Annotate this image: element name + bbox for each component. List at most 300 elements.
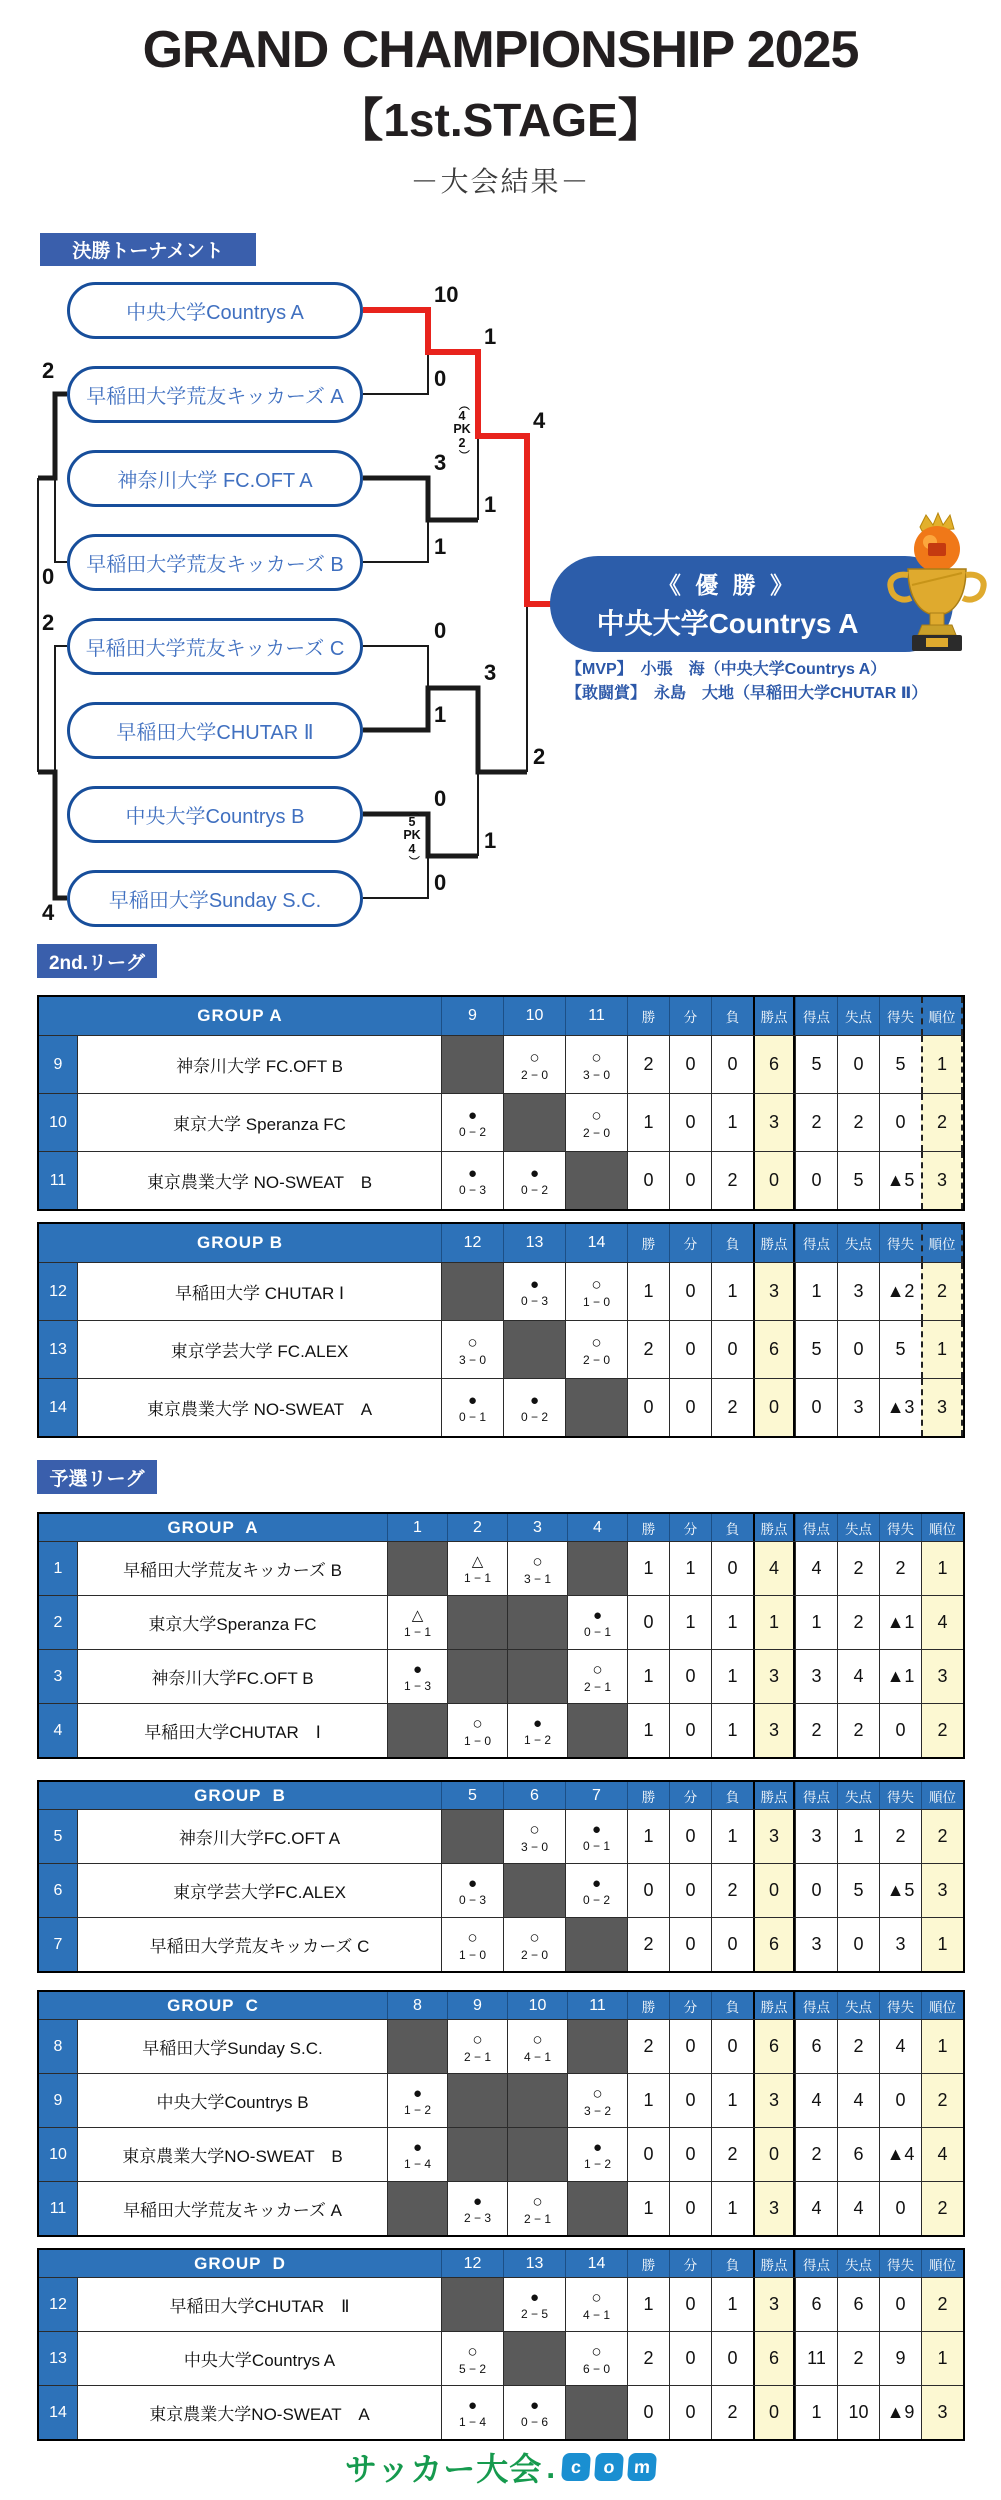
pk-annotation-quarterfinal: [400, 806, 424, 866]
rank-value: 2: [921, 1094, 963, 1151]
team-number: 8: [39, 2020, 77, 2073]
stat-value: 1: [627, 1542, 669, 1595]
match-result-cell: [441, 1094, 503, 1151]
stat-column-header: 失点: [837, 2250, 879, 2277]
stat-value: 0: [879, 1704, 921, 1757]
stat-column-header: 負: [711, 1514, 753, 1541]
qf-score: 0: [434, 618, 447, 643]
stat-value: 6: [753, 1321, 795, 1378]
match-score: 0 − 1: [583, 1624, 612, 1639]
rank-value: 1: [921, 1321, 963, 1378]
result-symbol: ●: [467, 1874, 478, 1892]
pk-paren: ）: [406, 855, 419, 867]
result-symbol: ○: [532, 2029, 543, 2049]
match-result-cell: [441, 1152, 503, 1209]
match-result-cell: [447, 1704, 507, 1757]
stat-value: 0: [711, 1321, 753, 1378]
match-column-header: 5: [441, 1782, 503, 1809]
stat-value: 2: [627, 1321, 669, 1378]
site-logo-letter-c: c: [561, 2453, 591, 2481]
stat-column-header: 得点: [795, 1782, 837, 1809]
result-symbol: ○: [529, 1047, 540, 1067]
match-score: 2 − 0: [582, 1352, 611, 1367]
table-header-row: [39, 1514, 963, 1541]
stat-column-header: 得点: [795, 1224, 837, 1262]
match-score: 3 − 0: [520, 1839, 549, 1854]
stat-column-header: 失点: [837, 1782, 879, 1809]
match-empty-cell: [447, 1596, 507, 1649]
stat-value: 2: [627, 2020, 669, 2073]
table-row: [39, 2277, 963, 2331]
team-number: 1: [39, 1542, 77, 1595]
result-symbol: ●: [412, 2084, 423, 2102]
pk-bottom-score: 2: [458, 435, 466, 450]
match-empty-cell: [441, 1263, 503, 1320]
match-result-cell: [441, 1379, 503, 1436]
result-symbol: ○: [592, 1659, 603, 1679]
match-result-cell: [507, 2020, 567, 2073]
stat-value: 2: [837, 1094, 879, 1151]
stat-value: 5: [837, 1152, 879, 1209]
result-symbol: ●: [467, 1106, 478, 1124]
table-row: [39, 1378, 963, 1436]
pk-label: PK: [453, 422, 471, 437]
stat-column-header: 失点: [837, 1514, 879, 1541]
result-symbol: ○: [532, 1551, 543, 1571]
match-empty-cell: [387, 1704, 447, 1757]
match-result-cell: [565, 1036, 627, 1093]
stat-column-header: 分: [669, 1992, 711, 2019]
match-result-cell: [441, 1864, 503, 1917]
match-result-cell: [503, 1152, 565, 1209]
result-symbol: ●: [592, 1606, 603, 1624]
match-score: 0 − 6: [520, 2414, 549, 2429]
match-score: 2 − 0: [582, 1125, 611, 1140]
trophy-icon: [878, 505, 996, 657]
stat-value: 3: [753, 2074, 795, 2127]
result-symbol: ●: [529, 1391, 540, 1409]
match-result-cell: [503, 1810, 565, 1863]
stat-column-header: 勝点: [753, 1782, 795, 1809]
stat-value: 0: [669, 1152, 711, 1209]
qf-score: 0: [434, 366, 447, 391]
match-score: 1 − 0: [458, 1947, 487, 1962]
sf-score: 1: [484, 324, 497, 349]
match-result-cell: [447, 1542, 507, 1595]
stat-column-header: 順位: [921, 1992, 963, 2019]
stat-value: 1: [711, 2074, 753, 2127]
stat-value: 2: [837, 1704, 879, 1757]
consolation-score: 0: [42, 564, 55, 589]
match-column-header: 12: [441, 1224, 503, 1262]
match-score: 2 − 5: [520, 2306, 549, 2321]
stat-value: 0: [669, 2278, 711, 2331]
stat-value: 1: [711, 1810, 753, 1863]
stat-value: 0: [711, 1918, 753, 1971]
result-symbol: ●: [532, 1714, 543, 1732]
team-name: 早稲田大学 CHUTAR Ⅰ: [77, 1263, 441, 1320]
stat-value: 5: [879, 1321, 921, 1378]
stat-value: ▲2: [879, 1263, 921, 1320]
table-row: [39, 1093, 963, 1151]
match-score: 2 − 0: [520, 1067, 549, 1082]
stat-value: 1: [711, 1596, 753, 1649]
match-result-cell: [565, 1321, 627, 1378]
stat-column-header: 勝: [627, 1782, 669, 1809]
match-result-cell: [565, 2278, 627, 2331]
stat-column-header: 勝点: [753, 1224, 795, 1262]
team-number: 7: [39, 1918, 77, 1971]
stat-value: 2: [711, 1864, 753, 1917]
result-symbol: ○: [591, 2287, 602, 2307]
match-score: 2 − 0: [520, 1947, 549, 1962]
sf-score: 1: [484, 492, 497, 517]
stat-value: 2: [795, 1704, 837, 1757]
match-empty-cell: [565, 1918, 627, 1971]
match-column-header: 7: [565, 1782, 627, 1809]
qualifying-group-c-table: [37, 1990, 965, 2237]
stat-value: 0: [711, 1542, 753, 1595]
stat-column-header: 得点: [795, 1514, 837, 1541]
match-empty-cell: [503, 1864, 565, 1917]
stat-value: 9: [879, 2332, 921, 2385]
stat-value: 3: [795, 1810, 837, 1863]
stat-column-header: 分: [669, 2250, 711, 2277]
stat-value: 2: [879, 1542, 921, 1595]
match-empty-cell: [503, 1321, 565, 1378]
stat-value: 1: [627, 2278, 669, 2331]
result-symbol: ○: [591, 1274, 602, 1294]
team-name: 早稲田大学CHUTAR Ⅱ: [77, 2278, 441, 2331]
stat-value: 0: [627, 1379, 669, 1436]
consolation-score: 2: [42, 358, 55, 383]
section-label-final-tournament: 決勝トーナメント: [40, 233, 256, 266]
stat-column-header: 負: [711, 1992, 753, 2019]
result-symbol: ○: [591, 1332, 602, 1352]
pk-paren: ）: [456, 449, 469, 461]
section-label-second-league: 2nd.リーグ: [37, 944, 157, 978]
match-result-cell: [441, 2386, 503, 2439]
stat-column-header: 得失: [879, 1224, 921, 1262]
match-empty-cell: [567, 1704, 627, 1757]
result-symbol: ○: [472, 1713, 483, 1733]
match-empty-cell: [507, 1596, 567, 1649]
consolation-score: 4: [42, 900, 55, 925]
stat-value: 1: [669, 1596, 711, 1649]
stat-column-header: 分: [669, 1514, 711, 1541]
team-number: 13: [39, 2332, 77, 2385]
match-score: 1 − 3: [403, 1678, 432, 1693]
stat-column-header: 失点: [837, 1224, 879, 1262]
match-column-header: 9: [441, 997, 503, 1035]
rank-value: 3: [921, 2386, 963, 2439]
stat-value: 1: [711, 1094, 753, 1151]
result-symbol: ●: [591, 1874, 602, 1892]
match-empty-cell: [503, 2332, 565, 2385]
rank-value: 3: [921, 1379, 963, 1436]
stat-value: 1: [837, 1810, 879, 1863]
stat-column-header: 得点: [795, 2250, 837, 2277]
stat-value: 4: [837, 1650, 879, 1703]
match-empty-cell: [387, 1542, 447, 1595]
stat-value: 6: [753, 1036, 795, 1093]
match-score: 1 − 2: [583, 2156, 612, 2171]
match-score: 1 − 4: [458, 2414, 487, 2429]
match-score: 3 − 0: [458, 1352, 487, 1367]
match-score: 2 − 1: [523, 2211, 552, 2226]
match-result-cell: [567, 2128, 627, 2181]
rank-value: 2: [921, 2278, 963, 2331]
stat-column-header: 勝点: [753, 1992, 795, 2019]
table-row: [39, 1262, 963, 1320]
group-label: GROUP D: [194, 2253, 286, 2273]
result-symbol: ○: [591, 1105, 602, 1125]
match-column-header: 10: [503, 997, 565, 1035]
pk-annotation-semifinal: [450, 400, 474, 460]
match-empty-cell: [567, 1542, 627, 1595]
table-header-row: [39, 2250, 963, 2277]
group-label: GROUP B: [194, 1785, 286, 1805]
result-symbol: ●: [412, 2138, 423, 2156]
result-symbol: ○: [529, 1819, 540, 1839]
stat-column-header: 順位: [921, 2250, 963, 2277]
stat-value: 4: [837, 2074, 879, 2127]
stat-column-header: 得失: [879, 2250, 921, 2277]
stat-value: 5: [795, 1036, 837, 1093]
group-label: GROUP C: [167, 1995, 259, 2015]
stat-column-header: 負: [711, 1224, 753, 1262]
stat-value: 0: [669, 2332, 711, 2385]
stat-value: 6: [795, 2020, 837, 2073]
table-row: [39, 2181, 963, 2235]
rank-value: 4: [921, 1596, 963, 1649]
site-logo: [0, 2444, 1001, 2490]
stat-column-header: 勝: [627, 1224, 669, 1262]
stat-value: 0: [669, 1704, 711, 1757]
match-score: 2 − 1: [583, 1679, 612, 1694]
stat-value: 0: [837, 1036, 879, 1093]
match-empty-cell: [387, 2182, 447, 2235]
stat-value: 1: [627, 1810, 669, 1863]
match-result-cell: [503, 2278, 565, 2331]
stat-column-header: 勝: [627, 1514, 669, 1541]
site-logo-dot: .: [546, 2448, 556, 2485]
result-symbol: ●: [529, 2396, 540, 2414]
qualifying-group-b-table: [37, 1780, 965, 1973]
site-logo-letter-o: o: [594, 2453, 624, 2481]
rank-value: 3: [921, 1650, 963, 1703]
stat-value: ▲5: [879, 1864, 921, 1917]
table-row: [39, 2127, 963, 2181]
stat-value: 4: [795, 2182, 837, 2235]
match-result-cell: [387, 1650, 447, 1703]
result-symbol: ●: [529, 1164, 540, 1182]
result-symbol: ●: [467, 1164, 478, 1182]
stat-value: 0: [669, 2020, 711, 2073]
result-symbol: ●: [412, 1660, 423, 1678]
result-symbol: ●: [529, 2288, 540, 2306]
stat-value: 0: [669, 1263, 711, 1320]
bracket-team-sunday-sc: 早稲田大学Sunday S.C.: [67, 870, 363, 927]
group-label: GROUP A: [197, 1006, 283, 1025]
result-symbol: ○: [591, 2341, 602, 2361]
match-score: 0 − 2: [582, 1892, 611, 1907]
stat-column-header: 失点: [837, 1992, 879, 2019]
match-result-cell: [507, 1542, 567, 1595]
match-result-cell: [441, 1321, 503, 1378]
stat-value: 1: [627, 1094, 669, 1151]
stat-value: 0: [711, 2332, 753, 2385]
stat-value: 0: [711, 1036, 753, 1093]
match-column-header: 8: [387, 1992, 447, 2019]
stat-value: 1: [711, 1650, 753, 1703]
match-score: 0 − 3: [520, 1293, 549, 1308]
team-name: 神奈川大学 FC.OFT B: [77, 1036, 441, 1093]
stat-value: 0: [879, 1094, 921, 1151]
stat-value: 2: [711, 2128, 753, 2181]
team-number: 13: [39, 1321, 77, 1378]
match-result-cell: [503, 1918, 565, 1971]
champion-team-name: 中央大学Countrys A: [596, 607, 859, 639]
stat-value: 0: [753, 1864, 795, 1917]
stat-value: ▲1: [879, 1596, 921, 1649]
stat-column-header: 勝: [627, 997, 669, 1035]
rank-value: 1: [921, 2020, 963, 2073]
table-row: [39, 1595, 963, 1649]
team-name: 中央大学Countrys A: [77, 2332, 441, 2385]
stat-value: 4: [753, 1542, 795, 1595]
pk-top-score: 5: [408, 814, 416, 829]
match-result-cell: [503, 1263, 565, 1320]
mvp-award-line: 【MVP】 小張 海（中央大学Countrys A）: [566, 661, 887, 678]
result-symbol: ●: [591, 1820, 602, 1838]
stat-value: 0: [669, 2074, 711, 2127]
table-row: [39, 1320, 963, 1378]
team-number: 11: [39, 2182, 77, 2235]
match-result-cell: [565, 1263, 627, 1320]
stat-value: 2: [711, 2386, 753, 2439]
stat-value: 0: [879, 2074, 921, 2127]
stat-value: 10: [837, 2386, 879, 2439]
stat-column-header: 得失: [879, 997, 921, 1035]
team-name: 神奈川大学FC.OFT B: [77, 1650, 387, 1703]
stat-value: 3: [753, 1810, 795, 1863]
team-number: 9: [39, 1036, 77, 1093]
site-logo-letter-m: m: [627, 2453, 657, 2481]
team-number: 14: [39, 2386, 77, 2439]
match-column-header: 14: [565, 1224, 627, 1262]
stat-value: 3: [753, 1704, 795, 1757]
team-name: 早稲田大学荒友キッカーズ B: [77, 1542, 387, 1595]
table-row: [39, 1541, 963, 1595]
match-empty-cell: [565, 1152, 627, 1209]
stat-value: 0: [669, 1321, 711, 1378]
stat-value: 1: [795, 2386, 837, 2439]
stat-value: 0: [837, 1321, 879, 1378]
rank-value: 1: [921, 1036, 963, 1093]
table-row: [39, 2019, 963, 2073]
stat-value: 2: [795, 2128, 837, 2181]
stat-value: 0: [837, 1918, 879, 1971]
match-empty-cell: [507, 2128, 567, 2181]
match-empty-cell: [441, 1036, 503, 1093]
stat-value: 0: [627, 2386, 669, 2439]
team-number: 14: [39, 1379, 77, 1436]
stat-value: 1: [795, 1263, 837, 1320]
match-result-cell: [565, 1864, 627, 1917]
stat-value: 11: [795, 2332, 837, 2385]
team-name: 神奈川大学FC.OFT A: [77, 1810, 441, 1863]
team-number: 11: [39, 1152, 77, 1209]
fighting-spirit-award-line: 【敢闘賞】 永島 大地（早稲田大学CHUTAR Ⅱ）: [566, 685, 928, 702]
team-name: 東京農業大学 NO-SWEAT A: [77, 1379, 441, 1436]
result-symbol: △: [471, 1552, 484, 1570]
stat-value: 6: [753, 2332, 795, 2385]
stat-value: 0: [627, 1596, 669, 1649]
team-name: 東京学芸大学 FC.ALEX: [77, 1321, 441, 1378]
match-score: 4 − 1: [523, 2049, 552, 2064]
result-symbol: ●: [467, 1391, 478, 1409]
rank-value: 2: [921, 1263, 963, 1320]
match-empty-cell: [507, 1650, 567, 1703]
match-score: 2 − 3: [463, 2210, 492, 2225]
match-column-header: 14: [565, 2250, 627, 2277]
team-number: 4: [39, 1704, 77, 1757]
match-empty-cell: [447, 2128, 507, 2181]
stat-value: 0: [669, 1036, 711, 1093]
stat-value: 0: [879, 2182, 921, 2235]
match-empty-cell: [447, 2074, 507, 2127]
team-number: 10: [39, 1094, 77, 1151]
stat-value: 2: [879, 1810, 921, 1863]
stat-column-header: 勝点: [753, 1514, 795, 1541]
match-empty-cell: [565, 2386, 627, 2439]
stat-column-header: 勝: [627, 1992, 669, 2019]
qf-score: 0: [434, 870, 447, 895]
stat-value: ▲4: [879, 2128, 921, 2181]
bracket-team-aratomo-a: 早稲田大学荒友キッカーズ A: [67, 366, 363, 423]
result-symbol: ●: [529, 1275, 540, 1293]
table-row: [39, 1917, 963, 1971]
stat-value: 2: [837, 1596, 879, 1649]
sf-score: 3: [484, 660, 497, 685]
stat-column-header: 順位: [921, 1514, 963, 1541]
match-empty-cell: [565, 1379, 627, 1436]
stat-value: 5: [879, 1036, 921, 1093]
match-column-header: 12: [441, 2250, 503, 2277]
match-score: 1 − 2: [523, 1732, 552, 1747]
match-empty-cell: [507, 2074, 567, 2127]
team-name: 中央大学Countrys B: [77, 2074, 387, 2127]
match-result-cell: [441, 1918, 503, 1971]
pk-label: PK: [403, 828, 421, 843]
table-header-row: [39, 1224, 963, 1262]
match-score: 3 − 0: [582, 1067, 611, 1082]
stat-value: 0: [669, 1864, 711, 1917]
result-symbol: ○: [591, 1047, 602, 1067]
stat-value: 1: [711, 1263, 753, 1320]
stat-column-header: 分: [669, 997, 711, 1035]
result-symbol: ○: [592, 2083, 603, 2103]
rank-value: 3: [921, 1864, 963, 1917]
match-score: 0 − 3: [458, 1182, 487, 1197]
stat-value: 6: [837, 2278, 879, 2331]
match-result-cell: [565, 1094, 627, 1151]
team-number: 10: [39, 2128, 77, 2181]
match-column-header: 2: [447, 1514, 507, 1541]
result-symbol: ●: [472, 2192, 483, 2210]
match-column-header: 10: [507, 1992, 567, 2019]
